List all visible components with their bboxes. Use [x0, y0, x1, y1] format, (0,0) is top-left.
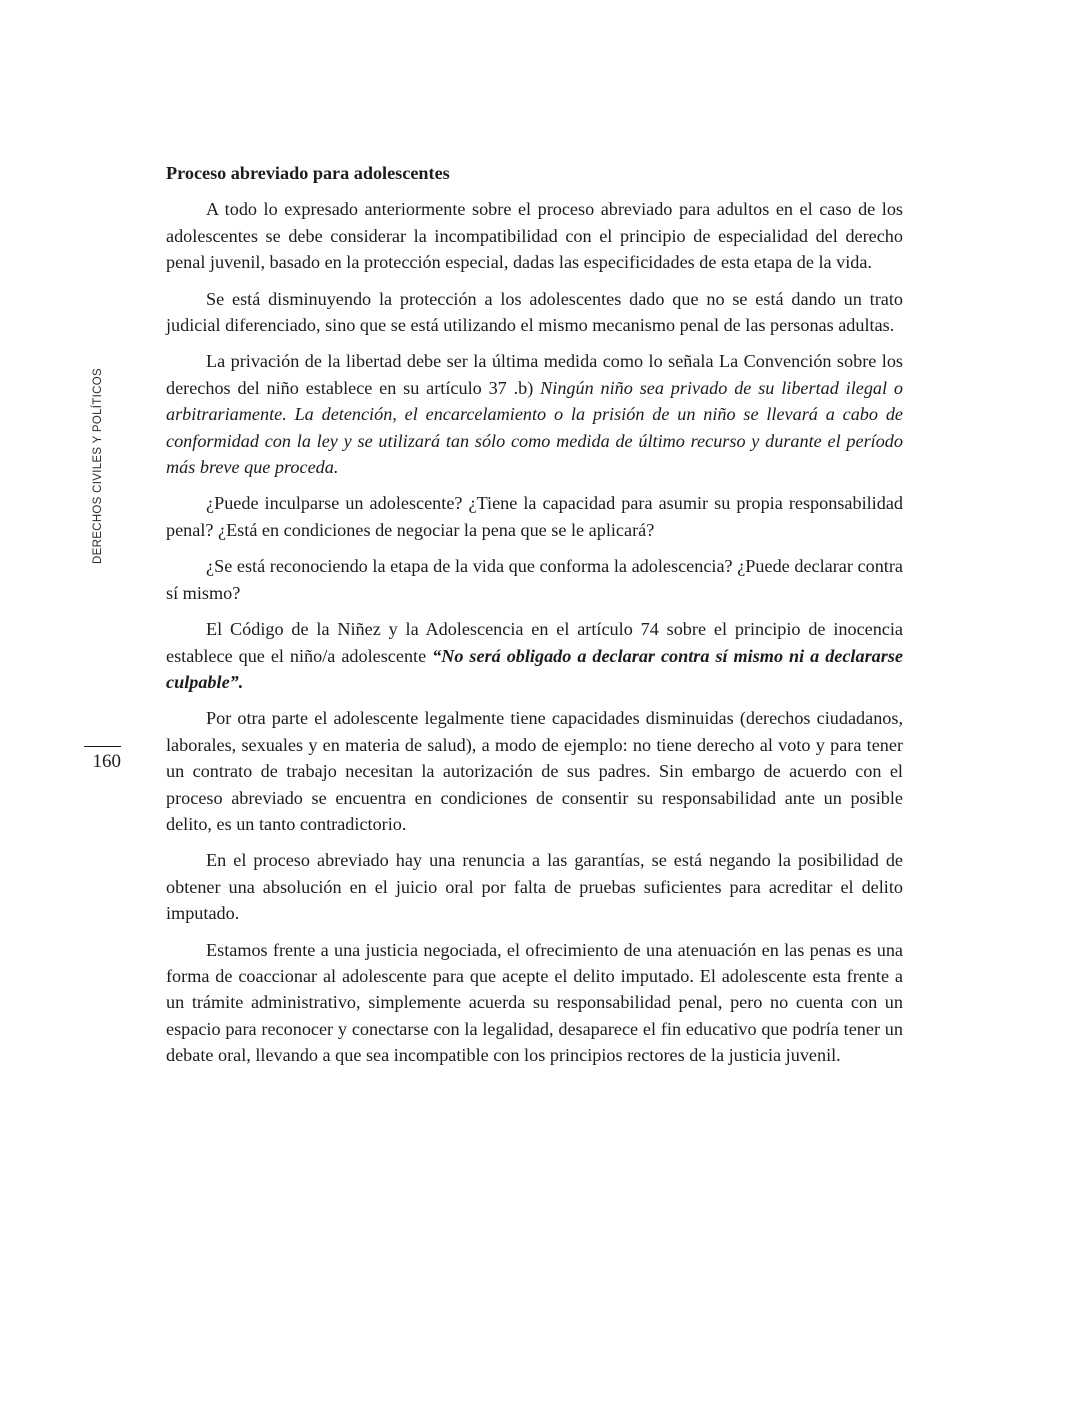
paragraph-6 [166, 616, 903, 695]
code-quote-text: “No será obligado a declarar contra sí mismo ni a declararse culpable”. [166, 645, 903, 692]
article-body [166, 160, 903, 1079]
page-number: 160 [92, 751, 121, 772]
paragraph-8: En el proceso abreviado hay una renuncia a las garantías, se está negando la posibilidad de obtener una absolución en el juicio oral por falta de pruebas suficientes para acreditar el delito imputado. [166, 850, 903, 924]
paragraph-6-text: El Código de la Niñez y la Adolescencia en el artículo 74 sobre el principio de inocencia establece que el niño/a adolescente [166, 619, 903, 666]
convention-quote: Ningún niño sea privado de su libertad ilegal o arbitrariamente. La detención, el encarcelamiento o la prisión de un niño se llevará a cabo de conformidad con la ley y se utilizará tan sólo como medida de último recurso y durante el período más breve que proceda. [166, 377, 903, 478]
page-number-rule [84, 746, 121, 747]
paragraph-5: ¿Se está reconociendo la etapa de la vida que conforma la adolescencia? ¿Puede declarar contra sí mismo? [166, 556, 903, 603]
paragraph-7: Por otra parte el adolescente legalmente tiene capacidades disminuidas (derechos ciudadanos, laborales, sexuales y en materia de salud), a modo de ejemplo: no tiene derecho al voto y para tener un contrato de trabajo necesitan la autorización de sus padres. Sin embargo de acuerdo con el proceso abreviado se encuentra en condiciones de consentir su responsabilidad ante un posible delito, es un tanto contradictorio. [166, 708, 903, 834]
paragraph-4: ¿Puede inculparse un adolescente? ¿Tiene la capacidad para asumir su propia responsabilidad penal? ¿Está en condiciones de negociar la pena que se le aplicará? [166, 493, 903, 540]
paragraph-1: A todo lo expresado anteriormente sobre el proceso abreviado para adultos en el caso de los adolescentes se debe considerar la incompatibilidad con el principio de especialidad del derecho penal juvenil, basado en la protección especial, dadas las especificidades de esta etapa de la vida. [166, 199, 903, 273]
paragraph-3 [166, 348, 903, 480]
section-heading: Proceso abreviado para adolescentes [166, 163, 450, 183]
running-side-title: DERECHOS CIVILES Y POLÍTICOS [92, 368, 104, 564]
paragraph-3-text: La privación de la libertad debe ser la última medida como lo señala La Convención sobre los derechos del niño establece en su artículo 37 .b) [166, 351, 903, 398]
paragraph-2: Se está disminuyendo la protección a los adolescentes dado que no se está dando un trato judicial diferenciado, sino que se está utilizando el mismo mecanismo penal de las personas adultas. [166, 288, 903, 336]
paragraph-9: Estamos frente a una justicia negociada, el ofrecimiento de una atenuación en las penas es una forma de coaccionar al adolescente para que acepte el delito imputado. El adolescente esta frente a un trámite administrativo, simplemente acuerda su responsabilidad penal, pero no cuenta con un espacio para reconocer y conectarse con la legalidad, desaparece el fin educativo que podría tener un debate oral, llevando a que sea incompatible con los principios rectores de la justicia juvenil. [166, 939, 903, 1066]
